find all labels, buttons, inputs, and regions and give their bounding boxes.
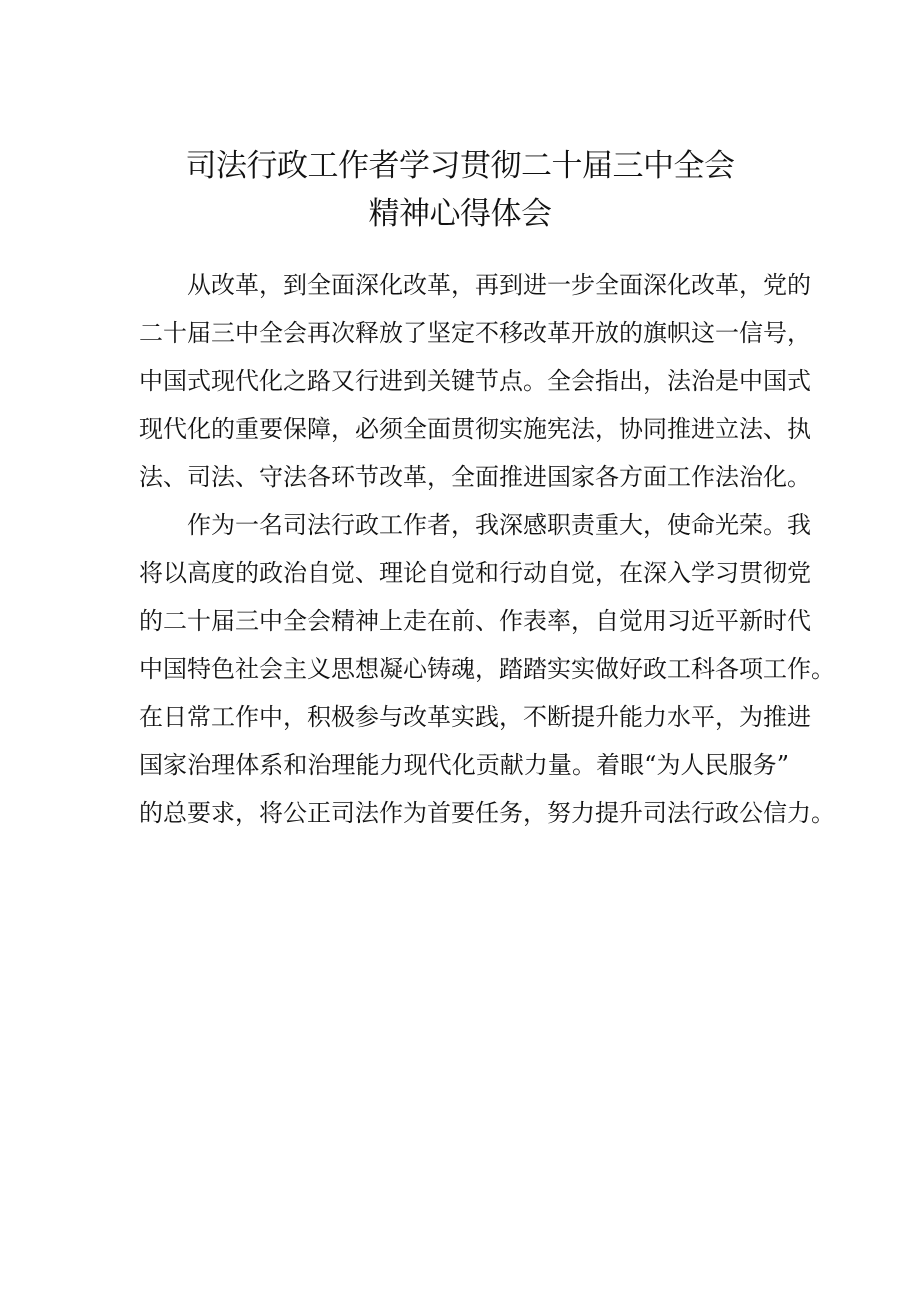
paragraph-line: 从改革，到全面深化改革，再到进一步全面深化改革，党的 xyxy=(187,271,811,299)
paragraph-line: 中国式现代化之路又行进到关键节点。全会指出，法治是中国式 xyxy=(139,367,811,395)
paragraph-line: 法、司法、守法各环节改革，全面推进国家各方面工作法治化。 xyxy=(139,463,811,491)
paragraph-line: 中国特色社会主义思想凝心铸魂，踏踏实实做好政工科各项工作。 xyxy=(139,655,835,683)
paragraph-line: 的总要求，将公正司法作为首要任务，努力提升司法行政公信力。 xyxy=(139,799,835,827)
document-title-line-2: 精神心得体会 xyxy=(368,196,552,232)
paragraph-line: 国家治理体系和治理能力现代化贡献力量。着眼“为人民服务” xyxy=(139,751,789,779)
paragraph-line: 将以高度的政治自觉、理论自觉和行动自觉，在深入学习贯彻党 xyxy=(139,559,811,587)
paragraph-line: 二十届三中全会再次释放了坚定不移改革开放的旗帜这一信号， xyxy=(139,319,811,347)
document-title-line-1: 司法行政工作者学习贯彻二十届三中全会 xyxy=(185,148,735,184)
paragraph-line: 在日常工作中，积极参与改革实践，不断提升能力水平，为推进 xyxy=(139,703,811,731)
paragraph-line: 的二十届三中全会精神上走在前、作表率，自觉用习近平新时代 xyxy=(139,607,811,635)
paragraph-line: 现代化的重要保障，必须全面贯彻实施宪法，协同推进立法、执 xyxy=(139,415,811,443)
paragraph-line: 作为一名司法行政工作者，我深感职责重大，使命光荣。我 xyxy=(187,511,811,539)
